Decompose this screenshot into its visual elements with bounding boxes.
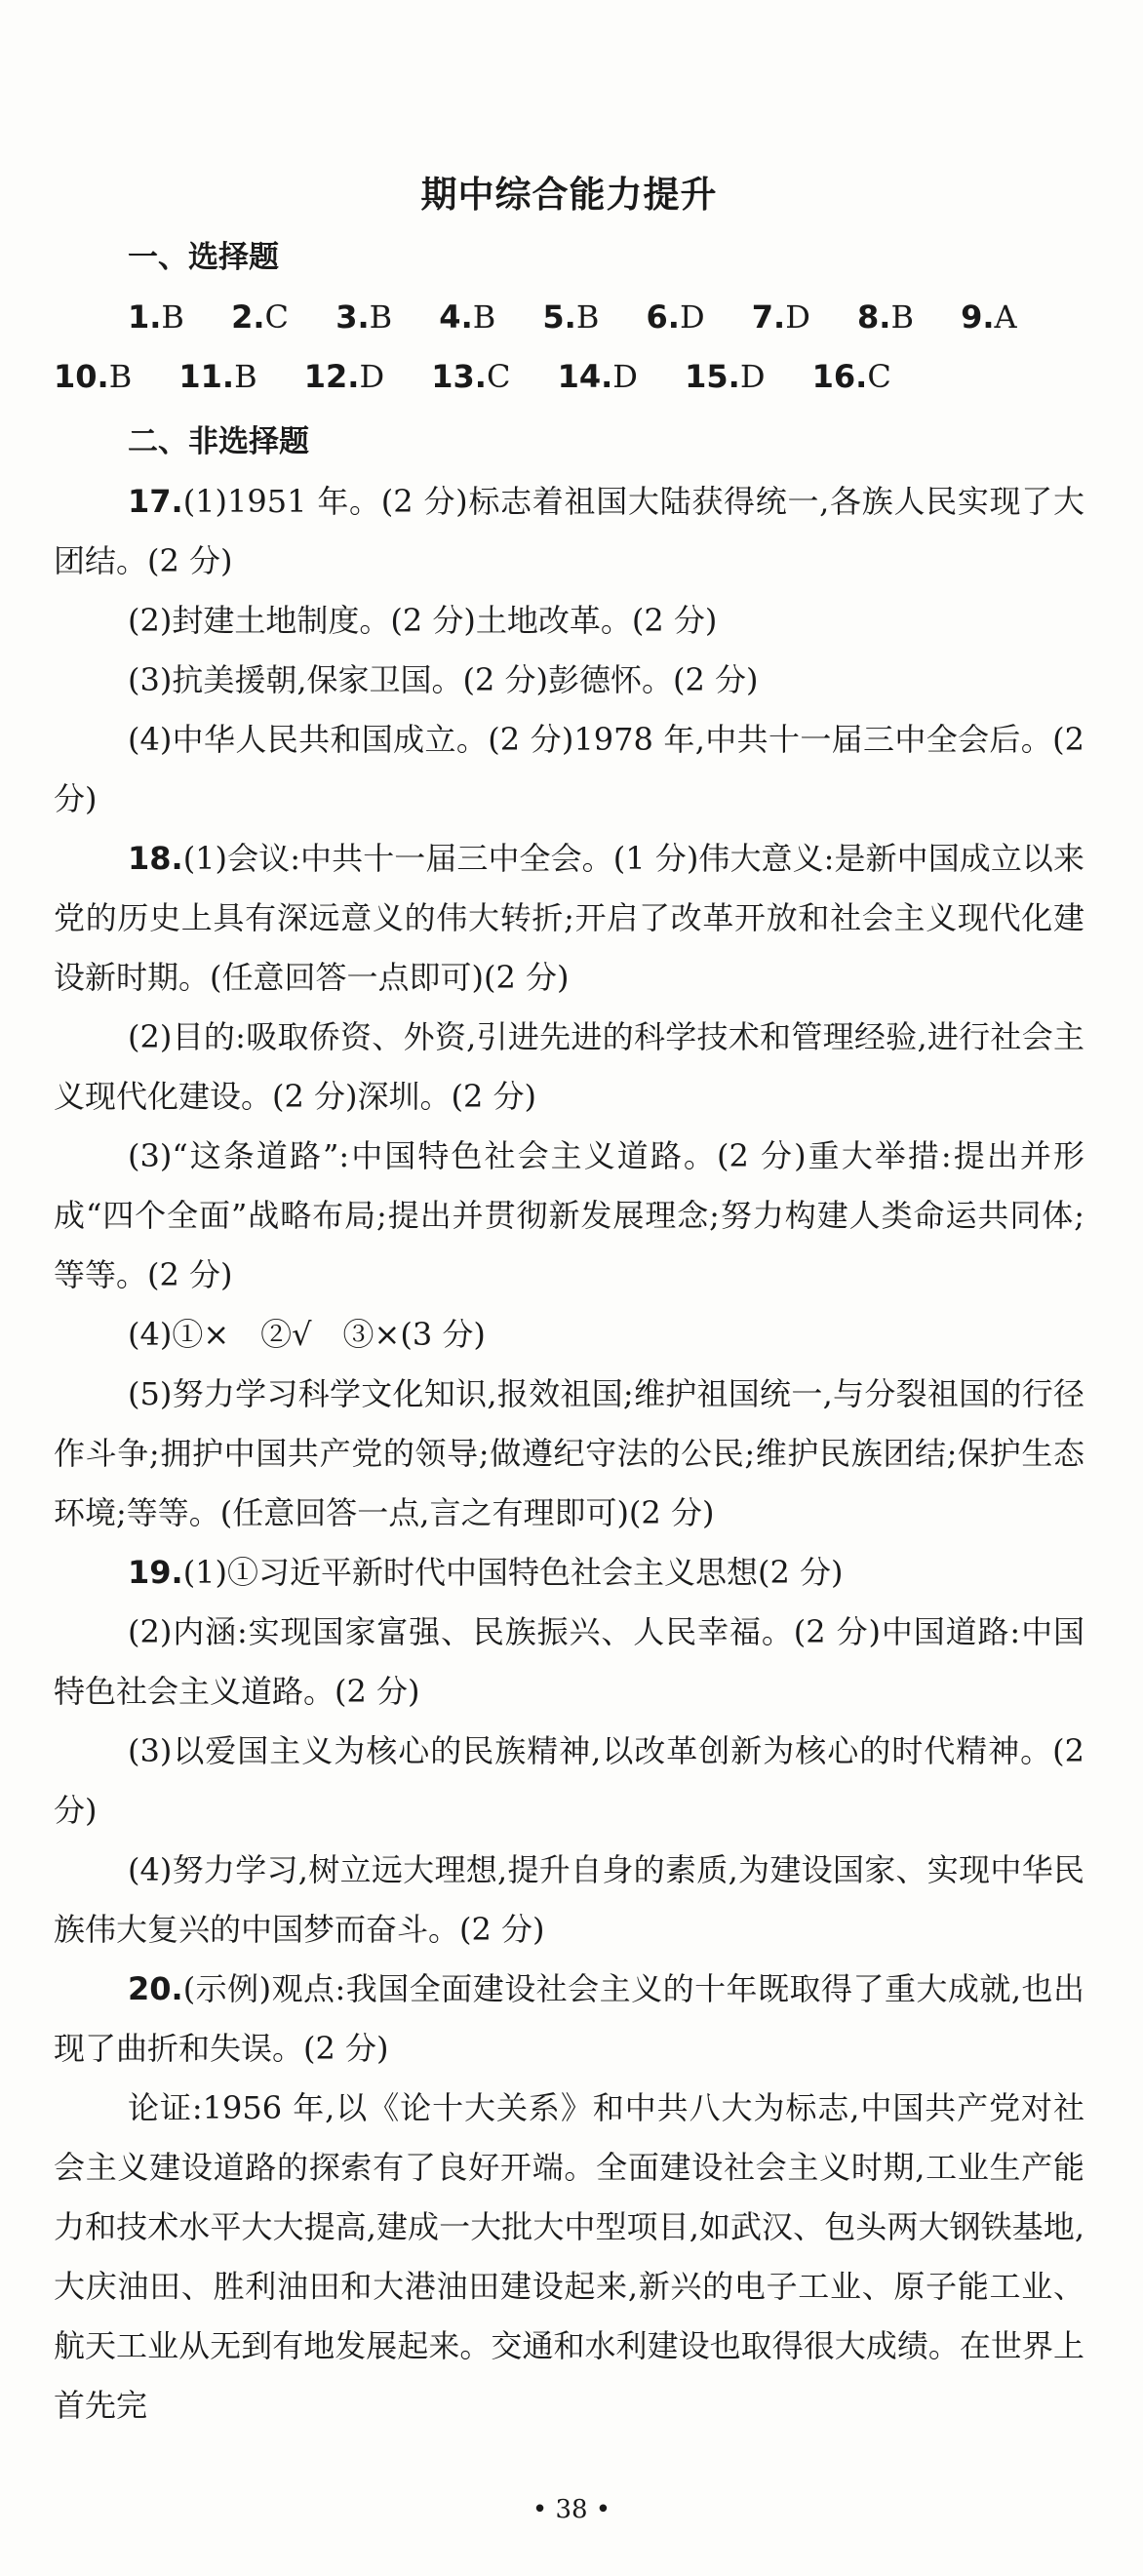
q18-part5: (5)努力学习科学文化知识,报效祖国;维护祖国统一,与分裂祖国的行径作斗争;拥护中国共产党的领导;做遵纪守法的公民;维护民族团结;保护生态环境;等等。(任意回答一点,言之有理即可)(2 分) (54, 1375, 1084, 1531)
mc-answer-1: 1.B (128, 298, 184, 336)
mc-answer-7: 7.D (751, 298, 810, 336)
q17-part3: (3)抗美援朝,保家卫国。(2 分)彭德怀。(2 分) (128, 661, 759, 698)
q19-part4: (4)努力学习,树立远大理想,提升自身的素质,为建设国家、实现中华民族伟大复兴的中国梦而奋斗。(2 分) (54, 1851, 1084, 1948)
mc-answer-12: 12.D (303, 358, 385, 395)
q18-part2: (2)目的:吸取侨资、外资,引进先进的科学技术和管理经验,进行社会主义现代化建设。(2 分)深圳。(2 分) (54, 1018, 1084, 1115)
mc-answer-5: 5.B (542, 298, 600, 336)
section-heading-multiple-choice: 一、选择题 (128, 240, 279, 275)
mc-answer-2: 2.C (231, 298, 290, 336)
q18-number: 18. (128, 840, 183, 877)
mc-answer-9: 9.A (961, 298, 1017, 336)
q17-part1: 17.(1)1951 年。(2 分)标志着祖国大陆获得统一,各族人民实现了大团结。(2 分) (54, 483, 1084, 579)
q17-number: 17. (128, 483, 183, 520)
mc-answer-6: 6.D (646, 298, 705, 336)
mc-answer-15: 15.D (685, 358, 766, 395)
q20-part1: 20.(示例)观点:我国全面建设社会主义的十年既取得了重大成就,也出现了曲折和失误。(2 分) (54, 1970, 1084, 2067)
mc-answer-3: 3.B (335, 298, 393, 336)
q20-number: 20. (128, 1970, 183, 2007)
mc-answer-11: 11.B (178, 358, 257, 395)
q18-part4: (4)①× ②√ ③×(3 分) (128, 1316, 486, 1353)
mc-answer-16: 16.C (811, 358, 891, 395)
q19-part2: (2)内涵:实现国家富强、民族振兴、人民幸福。(2 分)中国道路:中国特色社会主义道路。(2 分) (54, 1613, 1084, 1710)
page-title: 期中综合能力提升 (420, 174, 718, 216)
mc-answer-13: 13.C (431, 358, 511, 395)
q17-part4: (4)中华人民共和国成立。(2 分)1978 年,中共十一届三中全会后。(2 分) (54, 721, 1084, 817)
q18-part1: 18.(1)会议:中共十一届三中全会。(1 分)伟大意义:是新中国成立以来党的历史上具有深远意义的伟大转折;开启了改革开放和社会主义现代化建设新时期。(任意回答一点即可)(2 分) (54, 840, 1084, 996)
q18-part3: (3)“这条道路”:中国特色社会主义道路。(2 分)重大举措:提出并形成“四个全面”战略布局;提出并贯彻新发展理念;努力构建人类命运共同体;等等。(2 分) (54, 1137, 1084, 1293)
mc-answer-8: 8.B (857, 298, 914, 336)
q19-number: 19. (128, 1554, 183, 1591)
mc-answer-4: 4.B (439, 298, 496, 336)
mc-answer-14: 14.D (557, 358, 638, 395)
q17-part2: (2)封建土地制度。(2 分)土地改革。(2 分) (128, 602, 718, 639)
section-heading-non-choice: 二、非选择题 (128, 424, 309, 459)
q19-part3: (3)以爱国主义为核心的民族精神,以改革创新为核心的时代精神。(2 分) (54, 1732, 1084, 1829)
mc-answers-row-1 (54, 288, 1084, 347)
q19-part1: 19.(1)①习近平新时代中国特色社会主义思想(2 分) (128, 1554, 844, 1591)
q20-part2: 论证:1956 年,以《论十大关系》和中共八大为标志,中国共产党对社会主义建设道路的探索有了良好开端。全面建设社会主义时期,工业生产能力和技术水平大大提高,建成一大批大中型项目,如武汉、包头两大钢铁基地,大庆油田、胜利油田和大港油田建设起来,新兴的电子工业、原子能工业、航天工业从无到有地发展起来。交通和水利建设也取得很大成绩。在世界上首先完 (54, 2089, 1084, 2424)
page-number: • 38 • (532, 2495, 611, 2524)
mc-answer-10: 10.B (54, 358, 133, 395)
mc-answers-row-2 (54, 347, 1084, 407)
